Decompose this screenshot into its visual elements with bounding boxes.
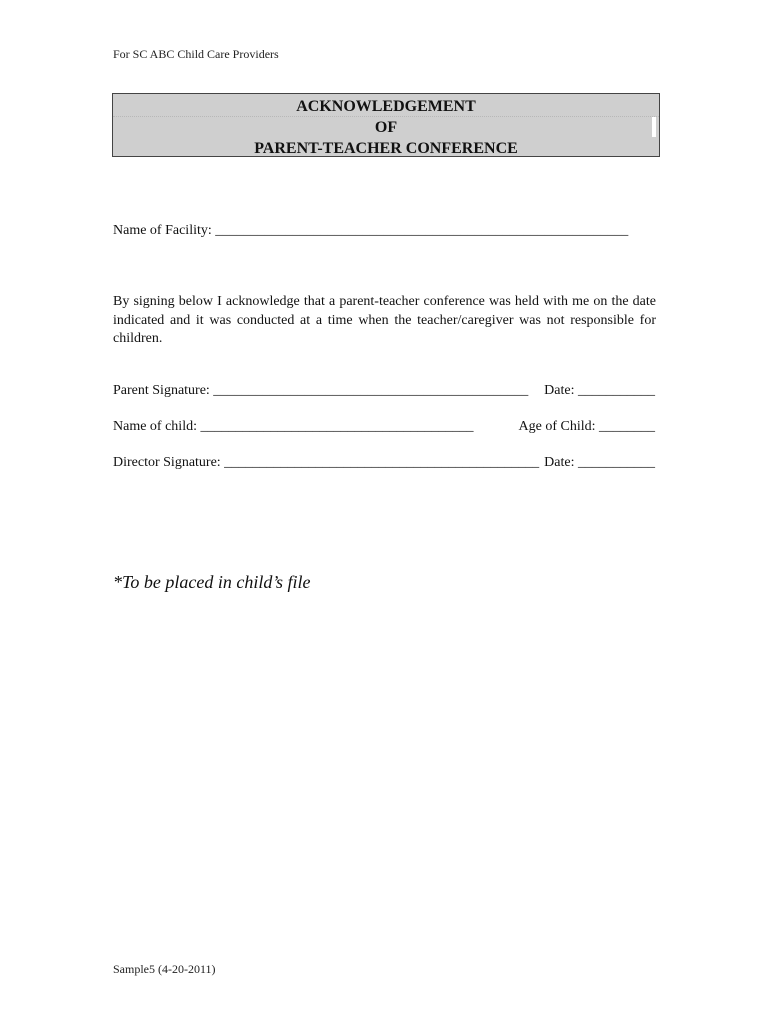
sample-label: Sample5 (4-20-2011)	[113, 962, 216, 976]
acknowledgement-statement: By signing below I acknowledge that a parent-teacher conference was held with me on the date indicated and it was conducted at a time when the teacher/caregiver was not responsible for children.	[113, 294, 656, 346]
title-marker	[652, 117, 656, 137]
parent-date-field[interactable]: Date: ___________	[544, 383, 655, 398]
director-date-field[interactable]: Date: ___________	[544, 455, 655, 470]
facility-name-field[interactable]: Name of Facility: ___________________________________________________________	[113, 223, 629, 238]
parent-signature-row	[113, 382, 655, 400]
parent-signature-field[interactable]: Parent Signature: _____________________________________________	[113, 383, 529, 398]
child-name-field[interactable]: Name of child: _______________________________________	[113, 419, 474, 434]
director-signature-row	[113, 454, 655, 472]
title-divider	[113, 116, 659, 117]
child-info-row	[113, 418, 655, 436]
director-signature-field[interactable]: Director Signature: _____________________________________________	[113, 455, 540, 470]
title-line-of: OF	[374, 119, 398, 136]
child-age-field[interactable]: Age of Child: ________	[518, 419, 655, 434]
provider-note: For SC ABC Child Care Providers	[113, 47, 279, 61]
title-box	[112, 93, 660, 157]
file-note: *To be placed in child’s file	[113, 572, 311, 592]
title-line-acknowledgement: ACKNOWLEDGEMENT	[296, 98, 476, 115]
title-line-conference: PARENT-TEACHER CONFERENCE	[254, 140, 518, 157]
